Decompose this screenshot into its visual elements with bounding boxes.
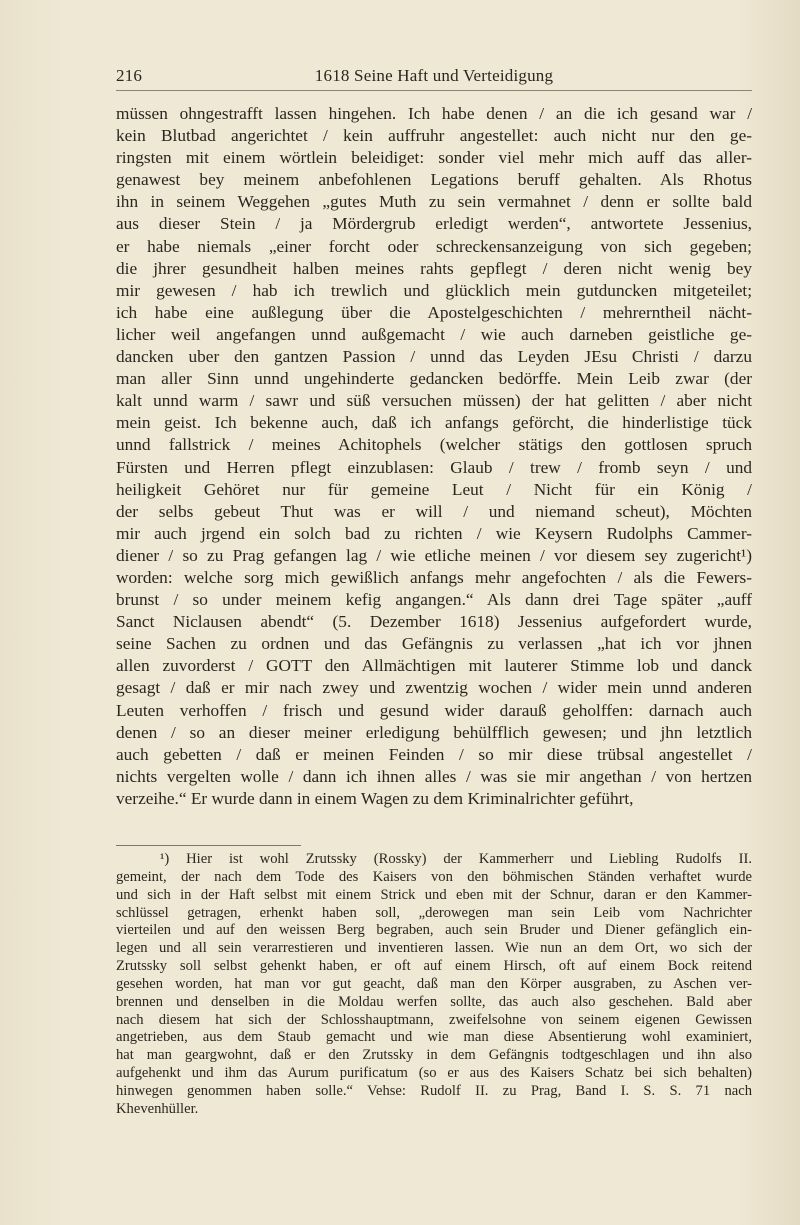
footnote-line: legen und all sein verarrestieren und inventieren lassen. Wie nun an dem Ort, wo sich der [116,940,752,957]
body-line: nichts vergelten wolle / dann ich ihnen alles / was sie mir angethan / von hertzen [116,766,752,786]
footnote-line: Khevenhüller. [116,1100,199,1117]
footnote-line: gesehen worden, hat man vor gut geacht, daß man den Körper ausgraben, zu Aschen ver- [116,975,752,992]
body-line: licher weil angefangen unnd außgemacht / wie auch darneben geistliche ge- [116,324,752,344]
page-number: 216 [116,66,143,85]
body-line: kalt unnd warm / sawr und süß versuchen müssen) der hat gelitten / aber nicht [116,391,752,411]
header-rule [116,90,752,91]
body-line: ihn in seinem Weggehen „gutes Muth zu sein vermahnet / denn er sollte bald [116,192,752,212]
body-line: heiligkeit Gehöret nur für gemeine Leut / Nicht für ein König / [116,479,752,499]
body-line: er habe niemals „einer forcht oder schreckensanzeigung von sich gegeben; [116,236,752,256]
footnote-line: hinwegen genommen haben solle.“ Vehse: Rudolf II. zu Prag, Band I. S. S. 71 nach [116,1082,752,1099]
body-line: mir auch jrgend ein solch bad zu richten / wie Keysern Rudolphs Cammer- [116,523,752,543]
body-line: müssen ohngestrafft lassen hingehen. Ich habe denen / an die ich gesand war / [116,104,752,123]
body-line: kein Blutbad angerichtet / kein auffruhr angestellet: auch nicht nur den ge- [116,126,752,146]
footnote-line: nach diesem hat sich der Schlosshauptmann, zweifelsohne von seinem eigenen Gewissen [116,1011,752,1028]
body-line: diener / so zu Prag gefangen lag / wie etliche meinen / vor diesem sey zugericht¹) [116,545,752,565]
body-line: aus dieser Stein / ja Mördergrub erledigt werden“, antwortete Jessenius, [116,214,752,234]
body-line: gesagt / daß er mir nach zwey und zwentzig wochen / wider mein unnd anderen [116,678,752,698]
page-header [116,66,752,92]
body-text [116,103,752,810]
body-line: mir gewesen / hab ich trewlich und glücklich mein gutduncken mitgeteilet; [116,280,752,300]
footnote-line: schlüssel getragen, erhenkt haben soll, „derowegen man sein Leib vom Nachrichter [116,904,752,921]
body-line: ich habe eine außlegung über die Apostelgeschichten / mehrerntheil nächt- [116,302,752,322]
footnote-line: vierteilen und auf den weissen Berg begraben, auch sein Bruder und Diener gefänglich ein- [116,922,752,939]
footnote-line: gemeint, der nach dem Tode des Kaisers von den böhmischen Ständen verhaftet wurde [116,868,752,885]
body-line: Fürsten und Herren pflegt einzublasen: Glaub / trew / fromb seyn / und [116,457,752,477]
body-line: auch gebetten / daß er meinen Feinden / so mir diese trübsal angestellet / [116,744,752,764]
body-line: man aller Sinn unnd ungehinderte gedancken bedörffe. Mein Leib zwar (der [116,369,752,389]
footnotes [116,851,752,1119]
footnote-line: brennen und denselben in die Moldau werfen sollte, das auch also geschehen. Bald aber [116,993,752,1010]
running-title: 1618 Seine Haft und Verteidigung [314,66,554,85]
body-line: dancken uber den gantzen Passion / unnd das Leyden JEsu Christi / darzu [116,347,752,367]
body-line: allen zuvorderst / GOTT den Allmächtigen mit lauterer Stimme lob und danck [116,656,752,676]
body-line: die jhrer gesundheit halben meines rahts gepflegt / deren nicht wenig bey [116,258,752,278]
body-line: unnd fallstrick / meines Achitophels (welcher stätigs den gottlosen spruch [116,435,752,455]
body-line: worden: welche sorg mich gewißlich anfangs mehr angefochten / als die Fewers- [116,567,752,587]
body-line: ringsten mit einem wörtlein beleidiget: sonder viel mehr mich auff das aller- [116,148,752,168]
body-line: verzeihe.“ Er wurde dann in einem Wagen zu dem Kriminalrichter geführt, [116,788,634,808]
body-line: denen / so an dieser meiner erledigung behülfflich gewesen; und jhn letztlich [116,722,752,742]
footnote-rule [116,845,301,846]
body-line: Sanct Niclausen abendt“ (5. Dezember 1618) Jessenius aufgefordert wurde, [116,612,752,632]
footnote-line: angetrieben, aus dem Staub gemacht und wie man diese Absentierung wohl examiniert, [116,1029,752,1046]
body-line: seine Sachen zu ordnen und das Gefängnis zu verlassen „hat ich vor jhnen [116,634,752,654]
body-line: Leuten verhoffen / frisch und gesund wider darauß geholffen: darnach auch [116,700,752,720]
body-line: mein geist. Ich bekenne auch, daß ich anfangs geförcht, die hinderlistige tück [116,413,752,433]
body-line: der selbs gebeut Thut was er will / und niemand scheut), Möchten [116,501,752,521]
footnote-line: und sich in der Haft selbst mit einem Strick und eben mit der Schnur, daran er den Kammer- [116,886,752,903]
footnote-line: hat man geargwohnt, daß er den Zrutssky in dem Gefängnis todtgeschlagen und ihn also [116,1047,752,1064]
footnote-line: Zrutssky soll selbst gehenkt haben, er oft auf einem Hirsch, oft auf einem Bock reitend [116,958,752,975]
body-line: genawest bey meinem anbefohlenen Legations beruff gehalten. Als Rhotus [116,170,752,190]
body-line: brunst / so under meinem kefig angangen.“ Als dann drei Tage später „auff [116,590,752,610]
footnote-line: ¹) Hier ist wohl Zrutssky (Rossky) der Kammerherr und Liebling Rudolfs II. [160,851,752,867]
footnote-line: aufgehenkt und ihm das Aurum purificatum (so er aus des Kaisers Schatz bei sich behalten) [116,1065,752,1082]
